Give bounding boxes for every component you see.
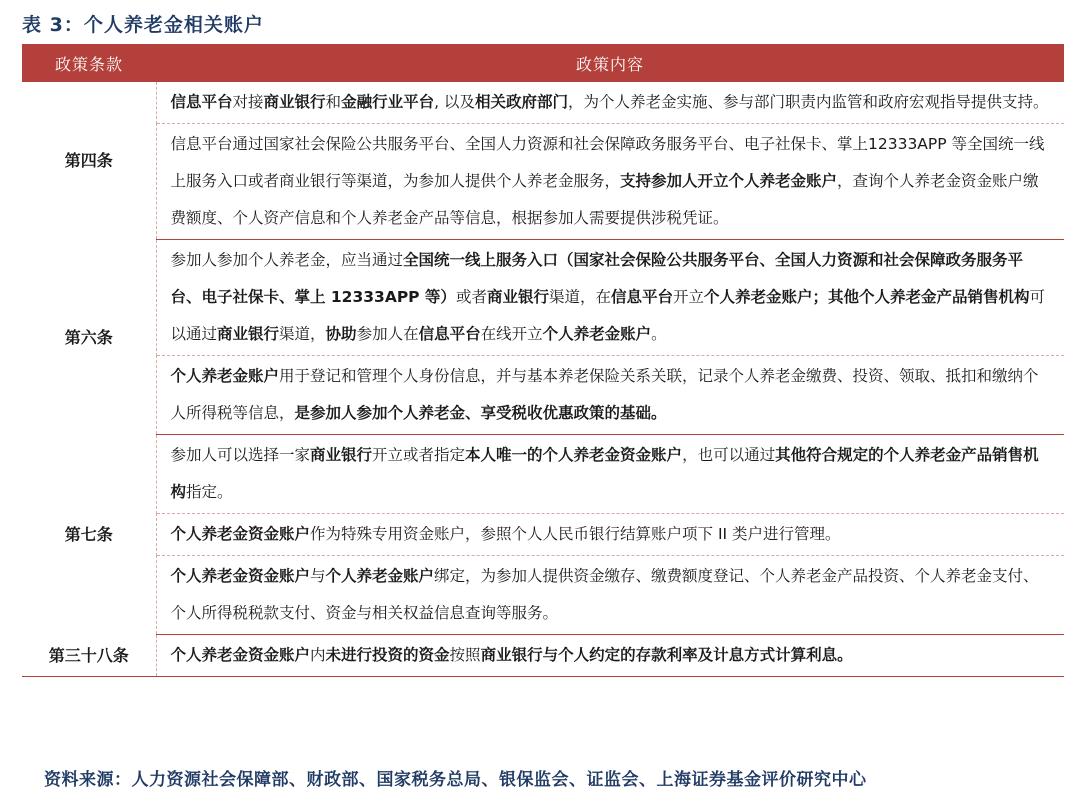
text-segment: 指定。 — [186, 483, 233, 501]
bold-text-segment: 个人养老金账户 — [325, 567, 435, 585]
content-cell — [156, 514, 1064, 556]
text-segment: 作为特殊专用资金账户，参照个人人民币银行结算账户项下 II 类户进行管理。 — [310, 525, 841, 543]
bold-text-segment: 相关政府部门 — [474, 93, 568, 111]
text-segment: 与 — [310, 567, 326, 585]
bold-text-segment: 个人养老金资金账户 — [170, 525, 311, 543]
bold-text-segment: 商业银行 — [310, 446, 373, 464]
text-segment: 和 — [325, 93, 342, 111]
header-content: 政策内容 — [156, 44, 1064, 82]
bold-text-segment: 支持参加人开立个人养老金账户 — [620, 172, 838, 190]
content-cell — [156, 82, 1064, 124]
bold-text-segment: 商业银行 — [486, 288, 549, 306]
table-header-row — [22, 44, 1064, 82]
clause-cell: 第六条 — [22, 240, 156, 435]
clause-cell: 第七条 — [22, 435, 156, 635]
text-segment: , 以及 — [434, 93, 475, 111]
bold-text-segment: 商业银行 — [217, 325, 280, 343]
text-segment: 参加人可以选择一家 — [170, 446, 311, 464]
text-segment: 用于登记和管理个人身份信息，并与基本养老保险关系关联，记录个人养老金缴费、投资、领取、抵扣和缴纳个人所得税等信息， — [170, 367, 1039, 422]
bold-text-segment: 协助 — [325, 325, 357, 343]
table-row — [22, 635, 1064, 677]
content-cell — [156, 635, 1064, 677]
bold-text-segment: 信息平台 — [418, 325, 481, 343]
bold-text-segment: 本人唯一的个人养老金资金账户 — [465, 446, 683, 464]
text-segment: 渠道， — [279, 325, 326, 343]
text-segment: 参加人在 — [356, 325, 419, 343]
text-segment: 参加人参加个人养老金，应当通过 — [170, 251, 404, 269]
header-clause: 政策条款 — [22, 44, 156, 82]
policy-table-container — [22, 44, 1064, 677]
table-row — [22, 240, 1064, 356]
bold-text-segment: 个人养老金账户 — [170, 367, 280, 385]
text-segment: 可以通过 — [170, 288, 1046, 343]
bold-text-segment: 全国统一线上服务入口（国家社会保险公共服务平台、全国人力资源和社会保障政务服务平台、电子社保卡、掌上 12333APP 等） — [170, 251, 1024, 306]
bold-text-segment: 个人养老金资金账户 — [170, 646, 311, 664]
bold-text-segment: 个人养老金账户 — [542, 325, 652, 343]
table-row — [22, 356, 1064, 435]
content-cell — [156, 356, 1064, 435]
table-row — [22, 124, 1064, 240]
bold-text-segment: 未进行投资的资金 — [325, 646, 450, 664]
bold-text-segment: 是参加人参加个人养老金、享受税收优惠政策的基础。 — [294, 404, 667, 422]
text-segment: 渠道，在 — [548, 288, 611, 306]
text-segment: ，查询个人养老金资金账户缴费额度、个人资产信息和个人养老金产品等信息，根据参加人需要提供涉税凭证。 — [170, 172, 1039, 227]
bold-text-segment: 其他符合规定的个人养老金产品销售机构 — [170, 446, 1039, 501]
bold-text-segment: 商业银行与个人约定的存款利率及计息方式计算利息。 — [480, 646, 853, 664]
table-row — [22, 82, 1064, 124]
table-row — [22, 556, 1064, 635]
table-title: 表 3：个人养老金相关账户 — [22, 14, 264, 36]
text-segment: 或者 — [455, 288, 487, 306]
text-segment: 。 — [651, 325, 667, 343]
policy-table — [22, 44, 1064, 677]
text-segment: 在线开立 — [480, 325, 543, 343]
bold-text-segment: 金融行业平台 — [341, 93, 435, 111]
text-segment: 开立 — [673, 288, 705, 306]
text-segment: 信息平台通过国家社会保险公共服务平台、全国人力资源和社会保障政务服务平台、电子社保卡、掌上12333APP 等全国统一线上服务入口或者商业银行等渠道，为参加人提供个人养老金服务， — [170, 135, 1045, 190]
bold-text-segment: 信息平台 — [170, 93, 233, 111]
table-row — [22, 514, 1064, 556]
table-body — [22, 82, 1064, 677]
text-segment: 开立或者指定 — [372, 446, 466, 464]
clause-cell: 第三十八条 — [22, 635, 156, 677]
clause-cell: 第四条 — [22, 82, 156, 240]
table-row — [22, 435, 1064, 514]
text-segment: 内 — [310, 646, 326, 664]
content-cell — [156, 240, 1064, 356]
text-segment: 按照 — [449, 646, 481, 664]
bold-text-segment: 商业银行 — [263, 93, 326, 111]
bold-text-segment: 个人养老金账户；其他个人养老金产品销售机构 — [704, 288, 1030, 306]
source-note: 资料来源：人力资源社会保障部、财政部、国家税务总局、银保监会、证监会、上海证券基金评价研究中心 — [44, 770, 867, 790]
content-cell — [156, 435, 1064, 514]
text-segment: 对接 — [232, 93, 264, 111]
content-cell — [156, 556, 1064, 635]
bold-text-segment: 信息平台 — [610, 288, 673, 306]
text-segment: ，也可以通过 — [682, 446, 776, 464]
bold-text-segment: 个人养老金资金账户 — [170, 567, 311, 585]
text-segment: 绑定，为参加人提供资金缴存、缴费额度登记、个人养老金产品投资、个人养老金支付、个人所得税税款支付、资金与相关权益信息查询等服务。 — [170, 567, 1039, 622]
content-cell — [156, 124, 1064, 240]
text-segment: ，为个人养老金实施、参与部门职责内监管和政府宏观指导提供支持。 — [567, 93, 1049, 111]
